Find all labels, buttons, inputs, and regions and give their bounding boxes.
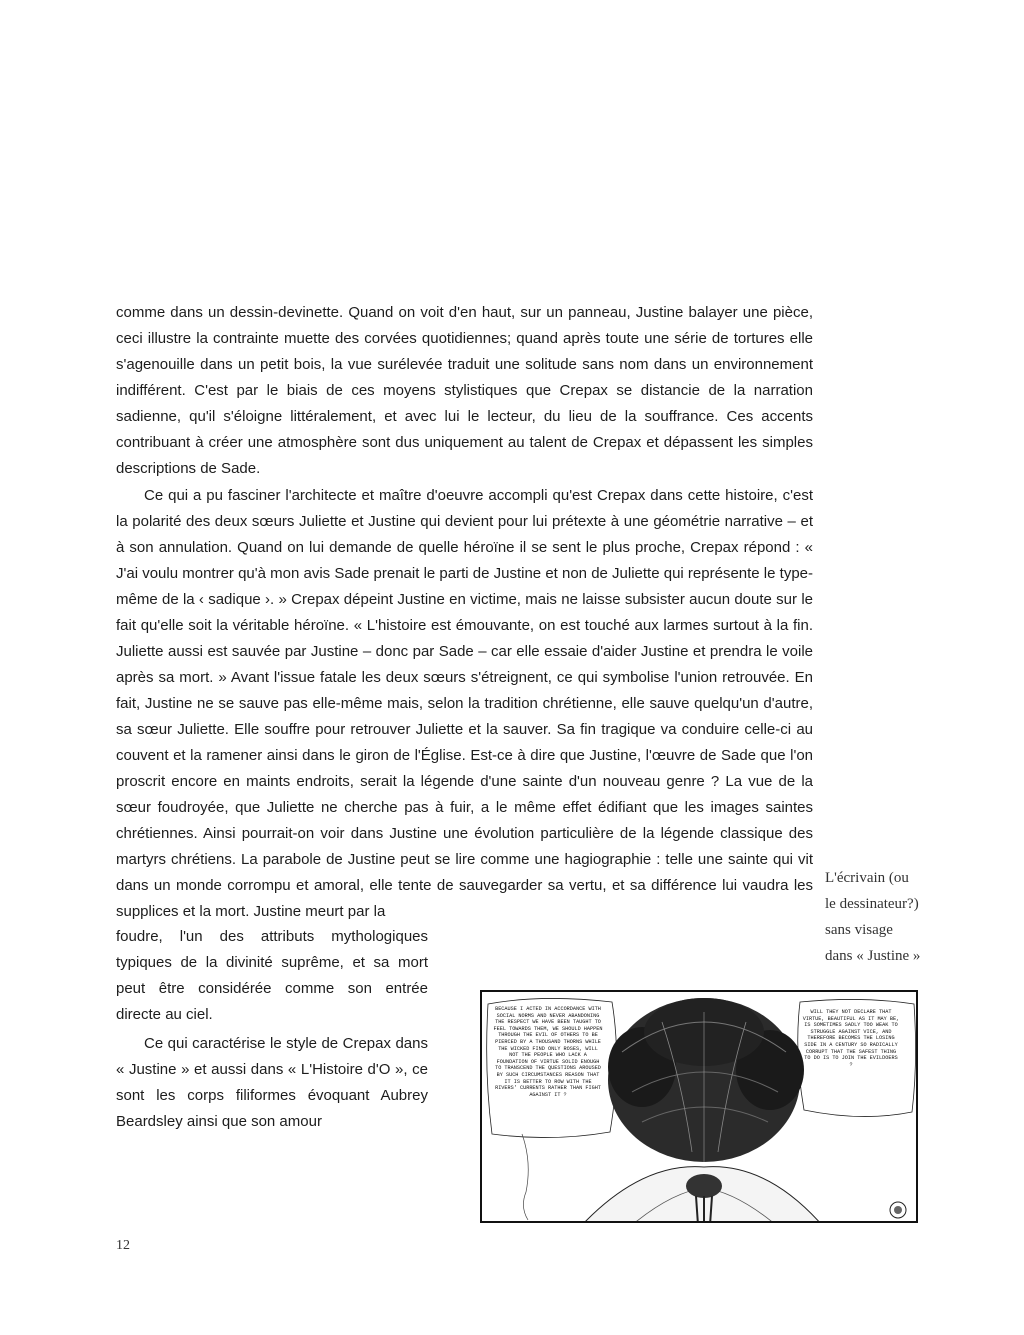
hair-drawing [608, 998, 804, 1162]
figure-caption [825, 865, 945, 969]
page-number: 12 [116, 1238, 130, 1253]
hair-knot [686, 1174, 722, 1198]
comic-panel [480, 990, 918, 1223]
body-paragraph-2: Ce qui a pu fasciner l'architecte et maître d'oeuvre accompli qu'est Crepax dans cette histoire, c'est la polarité des deux sœurs Juliette et Justine qui devient pour lui prétexte à une géométrie narrative – et à son annulation. Quand on lui demande de quelle héroïne il se sent le plus proche, Crepax répond : « J'ai voulu montrer qu'à mon avis Sade prenait le parti de Justine et non de Juliette qui représente le type-même de la ‹ sadique ›. » Crepax dépeint Justine en victime, mais ne laisse subsister aucun doute sur le fait qu'elle soit la véritable héroïne. « L'histoire est émouvante, on est touché aux larmes surtout à la fin. Juliette aussi est sauvée par Justine – donc par Sade – car elle essaie d'aider Justine et prendra le voile après sa mort. » Avant l'issue fatale les deux sœurs s'étreignent, ce qui symbolise l'union retrouvée. En fait, Justine ne se sauve pas elle-même mais, selon la tradition chrétienne, elle sauve quelqu'un d'autre, sa sœur Juliette. Elle souffre pour retrouver Juliette et la sauver. Sa fin tragique va conduire celle-ci au couvent et la ramener ainsi dans le giron de l'Église. Est-ce à dire que Justine, l'œuvre de Sade que l'on proscrit encore en maints endroits, serait la légende d'une sainte d'un nouveau genre ? La vue de la sœur foudroyée, que Juliette ne cherche pas à fuir, a le même effet édifiant que les images saintes chrétiennes. Ainsi pourrait-on voir dans Justine une évolution particulière de la légende classique des martyrs chrétiens. La parabole de Justine peut se lire comme une hagiographie : telle une sainte qui vit dans un monde corrompu et amoral, elle tente de sauvegarder sa vertu, et sa différence lui vaudra les supplices et la mort. Justine meurt par la [116, 487, 813, 920]
caption-line: le dessinateur?) [825, 896, 919, 912]
caption-line: L'écrivain (ou [825, 870, 909, 886]
body-paragraph-4: Ce qui caractérise le style de Crepax dans « Justine » et aussi dans « L'Histoire d'O », ce sont les corps filiformes évoquant Aubrey Beardsley ainsi que son amour [116, 1035, 428, 1130]
left-balloon-text: BECAUSE I ACTED IN ACCORDANCE WITH SOCIAL NORMS AND NEVER ABANDONING THE RESPECT WE HAVE BEEN TAUGHT TO FEEL TOWARDS THEM, WE SHOULD HAPPEN THROUGH THE EVIL OF OTHERS TO BE PIERCED BY A THOUSAND THORNS WHILE THE WICKED FIND ONLY ROSES, WILL NOT THE PEOPLE WHO LACK A FOUNDATION OF VIRTUE SOLID ENOUGH TO TRANSCEND THE QUESTIONS AROUSED BY SUCH CIRCUMSTANCES REASON THAT IT IS BETTER TO ROW WITH THE RIVERS' CURRENTS RATHER THAN FIGHT AGAINST IT ? [493, 1006, 603, 1098]
body-paragraph-3: foudre, l'un des attributs mythologiques typiques de la divinité suprême, et sa mort peut être considérée comme son entrée directe au ciel. [116, 928, 428, 1023]
caption-line: sans visage [825, 922, 893, 938]
balloon-tail [522, 1134, 528, 1220]
caption-line: dans « Justine » [825, 948, 921, 964]
right-balloon-text: WILL THEY NOT DECLARE THAT VIRTUE, BEAUTIFUL AS IT MAY BE, IS SOMETIMES SADLY TOO WEAK TO STRUGGLE AGAINST VICE, AND THEREFORE BECOMES THE LOSING SIDE IN A CENTURY SO RADICALLY CORRUPT THAT THE SAFEST THING TO DO IS TO JOIN THE EVILDOERS ? [802, 1009, 900, 1068]
body-paragraph-1: comme dans un dessin-devinette. Quand on voit d'en haut, sur un panneau, Justine balayer une pièce, ceci illustre la contrainte muette des corvées quotidiennes; quand après toute une série de tortures elle s'agenouille dans un petit bois, la vue surélevée traduit une solitude sans nom dans un environnement indifférent. C'est par le biais de ces moyens stylistiques que Crepax se distancie de la narration sadienne, qu'il s'éloigne littéralement, et avec lui le lecteur, du lieu de la souffrance. Ces accents contribuant à créer une atmosphère sont dus uniquement au talent de Crepax et dépassent les simples descriptions de Sade. [116, 304, 813, 477]
